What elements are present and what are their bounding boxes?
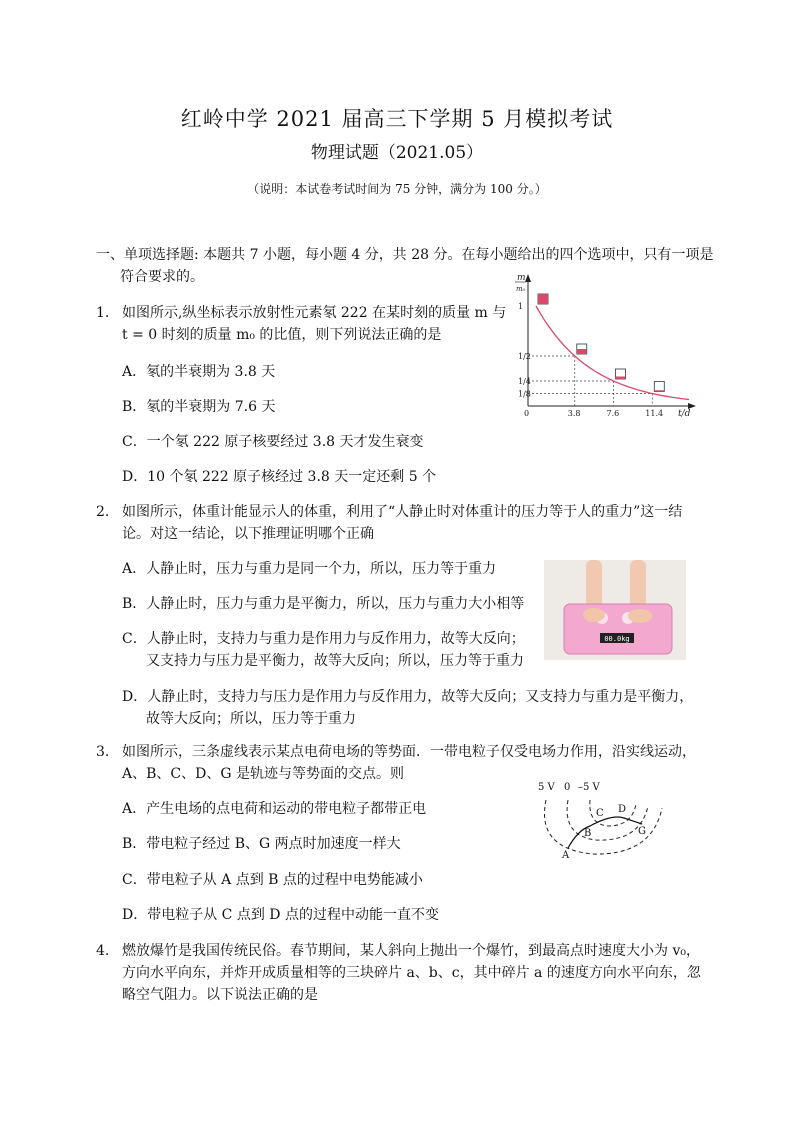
section-heading-line2: 符合要求的。 xyxy=(120,269,204,285)
q3-option-d: D．带电粒子从 C 点到 D 点的过程中动能一直不变 xyxy=(122,907,439,923)
q1-stem-line2: t = 0 时刻的质量 m₀ 的比值，则下列说法正确的是 xyxy=(122,327,442,343)
section-heading-line1: 一、单项选择题: 本题共 7 小题，每小题 4 分，共 28 分。在每小题给出的四个选项中，只有一项是 xyxy=(96,247,714,263)
q2-option-b: B．人静止时，压力与重力是平衡力，所以，压力与重力大小相等 xyxy=(122,596,525,612)
sample-box xyxy=(616,369,626,379)
q4-stem-line1: 燃放爆竹是我国传统民俗。春节期间，某人斜向上抛出一个爆竹，到最高点时速度大小为 v₀， xyxy=(122,943,700,959)
q1-option-a: A．氡的半衰期为 3.8 天 xyxy=(122,364,276,380)
q1-number: 1. xyxy=(96,305,110,321)
point-c: C xyxy=(596,808,604,819)
right-leg xyxy=(630,560,646,610)
point-a: A xyxy=(562,850,570,860)
y-tick-label: 1/2 xyxy=(518,352,531,361)
q3-stem-line2: A、B、C、D、G 是轨迹与等势面的交点。则 xyxy=(122,766,404,782)
x-tick-label: 0 xyxy=(524,409,530,418)
scale-body xyxy=(564,604,672,654)
y-label-den: m₀ xyxy=(516,285,526,293)
exam-subtitle: 物理试题（2021.05） xyxy=(310,143,484,163)
scale-display-text: 00.0kg xyxy=(604,635,630,643)
y-tick-label: 1/4 xyxy=(518,377,531,386)
q3-stem-line1: 如图所示，三条虚线表示某点电荷电场的等势面．一带电粒子仅受电场力作用，沿实线运动， xyxy=(122,744,696,760)
label-minus5v: –5 V xyxy=(578,782,600,793)
exam-title: 红岭中学 2021 届高三下学期 5 月模拟考试 xyxy=(180,107,614,131)
x-tick-label: 11.4 xyxy=(645,409,664,418)
q4-number: 4. xyxy=(96,943,110,959)
sample-box xyxy=(577,344,587,354)
q2-stem-line1: 如图所示，体重计能显示人的体重，利用了“人静止时对体重计的压力等于人的重力”这一结 xyxy=(122,504,683,520)
q2-option-d-line2: 故等大反向；所以，压力等于重力 xyxy=(146,711,356,727)
q2-number: 2. xyxy=(96,504,110,520)
x-tick-label: 3.8 xyxy=(567,409,581,418)
q2-option-c-line2: 又支持力与压力是平衡力，故等大反向；所以，压力等于重力 xyxy=(146,653,524,669)
q2-scale-photo xyxy=(544,560,686,660)
q3-option-b: B．带电粒子经过 B、G 两点时加速度一样大 xyxy=(122,836,401,852)
right-foot xyxy=(628,609,652,623)
q1-option-b: B．氡的半衰期为 7.6 天 xyxy=(122,399,276,415)
q4-stem-line2: 方向水平向东，并炸开成质量相等的三块碎片 a、b、c，其中碎片 a 的速度方向水平向东，忽 xyxy=(122,965,701,981)
point-b: B xyxy=(584,828,592,839)
label-5v: 5 V xyxy=(538,782,555,793)
y-tick-label: 1 xyxy=(518,302,524,311)
q1-option-d: D．10 个氡 222 原子核经过 3.8 天一定还剩 5 个 xyxy=(122,469,437,485)
left-leg xyxy=(586,560,602,610)
q4-stem-line3: 略空气阻力。以下说法正确的是 xyxy=(122,987,318,1003)
q2-option-d-line1: D．人静止时，支持力与压力是作用力与反作用力，故等大反向；又支持力与重力是平衡力， xyxy=(122,689,694,705)
q1-decay-chart xyxy=(512,268,702,418)
q3-option-c: C．带电粒子从 A 点到 B 点的过程中电势能减小 xyxy=(122,872,423,888)
exam-note: （说明：本试卷考试时间为 75 分钟，满分为 100 分。） xyxy=(247,182,547,196)
q2-stem-line2: 论。对这一结论，以下推理证明哪个正确 xyxy=(122,526,374,542)
label-0v: 0 xyxy=(564,782,571,793)
point-g: G xyxy=(638,826,646,837)
q1-stem-line1: 如图所示,纵坐标表示放射性元素氡 222 在某时刻的质量 m 与 xyxy=(122,305,507,321)
y-label-num: m xyxy=(517,273,526,283)
y-tick-label: 1/8 xyxy=(518,389,531,399)
q3-equipotential-figure xyxy=(532,778,672,860)
x-label: t/d xyxy=(678,409,691,418)
decay-curve xyxy=(536,306,689,400)
x-tick-label: 7.6 xyxy=(606,409,620,418)
sample-box xyxy=(538,294,548,304)
q3-number: 3. xyxy=(96,744,110,760)
left-foot xyxy=(583,608,605,622)
y-axis-arrow xyxy=(525,274,531,282)
q2-option-a: A．人静止时，压力与重力是同一个力，所以，压力等于重力 xyxy=(122,561,497,577)
point-d: D xyxy=(618,804,627,815)
q1-option-c: C．一个氡 222 原子核要经过 3.8 天才发生衰变 xyxy=(122,434,424,450)
q3-option-a: A．产生电场的点电荷和运动的带电粒子都带正电 xyxy=(122,801,427,817)
q2-option-c-line1: C．人静止时，支持力与重力是作用力与反作用力，故等大反向； xyxy=(122,631,525,647)
sample-box xyxy=(654,382,664,392)
